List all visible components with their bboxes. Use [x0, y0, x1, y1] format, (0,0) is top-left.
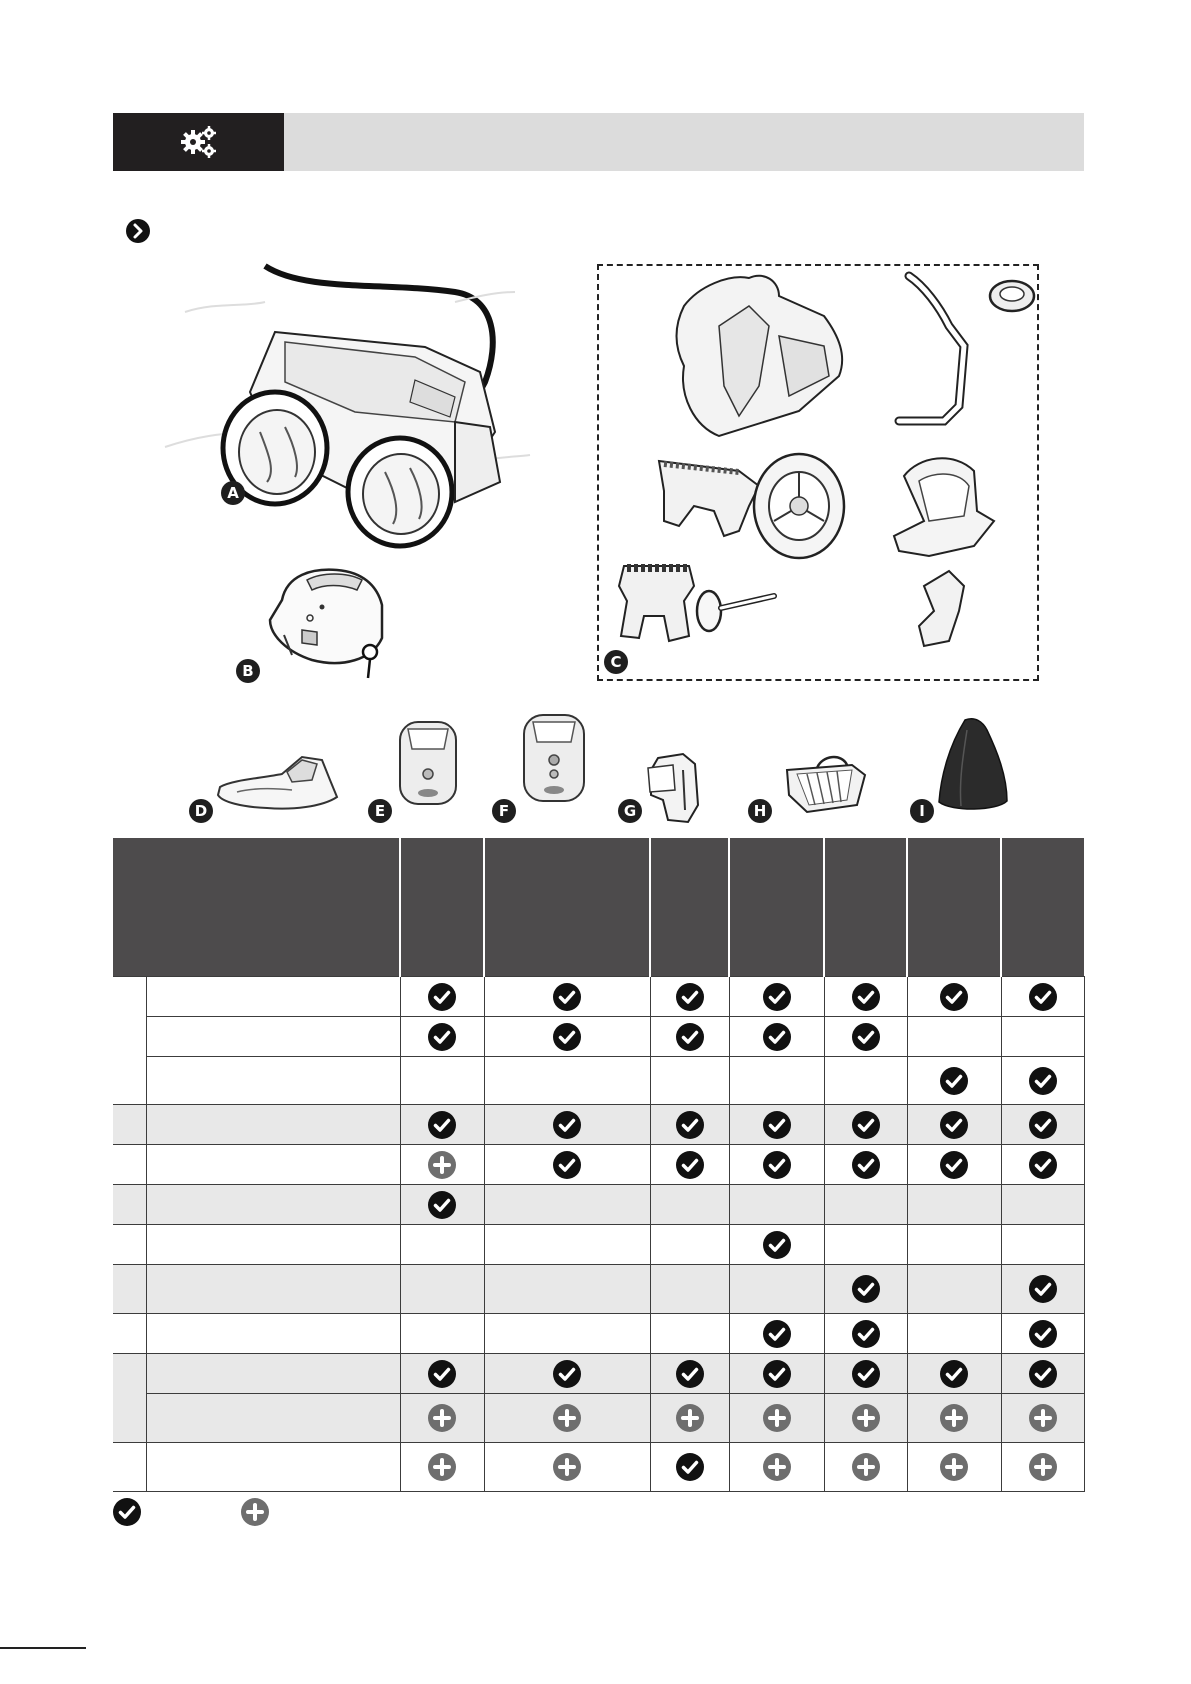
table-cell — [907, 1314, 1001, 1354]
table-cell — [824, 1105, 907, 1145]
protective-cover-illustration — [937, 716, 1009, 814]
table-row — [113, 1105, 1084, 1145]
check-circle-icon — [428, 1111, 456, 1139]
table-header-cell — [729, 838, 824, 977]
check-circle-icon — [763, 1151, 791, 1179]
plus-circle-icon — [241, 1498, 269, 1526]
table-cell — [400, 1105, 484, 1145]
table-row-label-cell — [146, 977, 400, 1017]
table-group-cell — [113, 977, 146, 1105]
check-circle-icon — [763, 1111, 791, 1139]
remote-control-screen-illustration — [520, 712, 588, 804]
table-row — [113, 977, 1084, 1017]
check-circle-icon — [428, 1360, 456, 1388]
figure-label-h: H — [748, 799, 772, 823]
figure-label-i: I — [910, 799, 934, 823]
power-supply-illustration — [262, 560, 392, 680]
table-cell — [1001, 1017, 1084, 1057]
table-row — [113, 1265, 1084, 1314]
table-row-label-cell — [146, 1017, 400, 1057]
figure-label-c: C — [604, 650, 628, 674]
check-circle-icon — [113, 1498, 141, 1526]
table-cell — [907, 1443, 1001, 1492]
table-row-label-cell — [146, 1394, 400, 1443]
table-cell — [484, 1443, 650, 1492]
table-cell — [824, 1057, 907, 1105]
table-row — [113, 1145, 1084, 1185]
table-cell — [1001, 1145, 1084, 1185]
plus-circle-icon — [852, 1453, 880, 1481]
plus-circle-icon — [1029, 1404, 1057, 1432]
check-circle-icon — [676, 1023, 704, 1051]
table-cell — [824, 1354, 907, 1394]
figure-label-g: G — [618, 799, 642, 823]
chevron-right-circle-icon — [126, 219, 150, 243]
check-circle-icon — [428, 1023, 456, 1051]
table-cell — [484, 1057, 650, 1105]
table-cell — [650, 977, 729, 1017]
table-cell — [907, 977, 1001, 1017]
table-cell — [650, 1105, 729, 1145]
plus-circle-icon — [763, 1453, 791, 1481]
spare-parts-illustration — [599, 266, 1037, 679]
table-cell — [907, 1265, 1001, 1314]
check-circle-icon — [852, 1151, 880, 1179]
plus-circle-icon — [428, 1404, 456, 1432]
plus-circle-icon — [428, 1151, 456, 1179]
check-circle-icon — [676, 1151, 704, 1179]
table-cell — [400, 1443, 484, 1492]
table-cell — [824, 977, 907, 1017]
check-circle-icon — [1029, 1151, 1057, 1179]
gears-icon — [180, 125, 218, 159]
table-cell — [650, 1265, 729, 1314]
table-cell — [729, 1394, 824, 1443]
compatibility-table — [113, 838, 1085, 1492]
table-cell — [484, 1394, 650, 1443]
table-group-cell — [113, 1105, 146, 1145]
header-title-bar — [284, 113, 1084, 171]
table-cell — [400, 1145, 484, 1185]
table-header-cell — [484, 838, 650, 977]
table-cell — [1001, 1225, 1084, 1265]
table-row-label-cell — [146, 1057, 400, 1105]
check-circle-icon — [553, 1151, 581, 1179]
table-cell — [824, 1314, 907, 1354]
table-header-row — [113, 838, 1084, 977]
table-cell — [1001, 1354, 1084, 1394]
table-cell — [824, 1017, 907, 1057]
check-circle-icon — [1029, 983, 1057, 1011]
table-cell — [729, 977, 824, 1017]
table-cell — [484, 1314, 650, 1354]
check-circle-icon — [1029, 1067, 1057, 1095]
table-header-cell — [824, 838, 907, 977]
table-cell — [484, 1105, 650, 1145]
robot-cleaner-illustration — [155, 262, 535, 532]
table-row — [113, 1314, 1084, 1354]
table-row — [113, 1057, 1084, 1105]
figure-label-f: F — [492, 799, 516, 823]
check-circle-icon — [553, 1111, 581, 1139]
table-cell — [400, 1394, 484, 1443]
plus-circle-icon — [852, 1404, 880, 1432]
check-circle-icon — [852, 1320, 880, 1348]
check-circle-icon — [940, 1360, 968, 1388]
table-cell — [484, 1225, 650, 1265]
table-cell — [907, 1145, 1001, 1185]
table-cell — [650, 1225, 729, 1265]
table-row-label-cell — [146, 1185, 400, 1225]
table-group-cell — [113, 1225, 146, 1265]
table-cell — [484, 1017, 650, 1057]
table-cell — [484, 1145, 650, 1185]
table-header-cell — [400, 838, 484, 977]
table-cell — [729, 1185, 824, 1225]
table-row — [113, 1185, 1084, 1225]
table-group-cell — [113, 1185, 146, 1225]
table-row-label-cell — [146, 1105, 400, 1145]
check-circle-icon — [763, 1320, 791, 1348]
table-cell — [484, 1185, 650, 1225]
table-cell — [650, 1443, 729, 1492]
figure-label-a: A — [221, 481, 245, 505]
table-cell — [1001, 1314, 1084, 1354]
table-cell — [729, 1105, 824, 1145]
table-cell — [484, 1354, 650, 1394]
table-cell — [484, 977, 650, 1017]
table-cell — [650, 1354, 729, 1394]
check-circle-icon — [852, 983, 880, 1011]
check-circle-icon — [428, 1191, 456, 1219]
check-circle-icon — [676, 1360, 704, 1388]
table-header-cell — [1001, 838, 1084, 977]
check-circle-icon — [852, 1023, 880, 1051]
check-circle-icon — [852, 1111, 880, 1139]
table-cell — [824, 1185, 907, 1225]
table-cell — [400, 1057, 484, 1105]
plus-circle-icon — [763, 1404, 791, 1432]
table-cell — [907, 1185, 1001, 1225]
figure-label-e: E — [368, 799, 392, 823]
table-group-cell — [113, 1354, 146, 1443]
check-circle-icon — [676, 983, 704, 1011]
figure-label-d: D — [189, 799, 213, 823]
table-header-cell — [113, 838, 400, 977]
table-cell — [1001, 1105, 1084, 1145]
table-cell — [907, 1394, 1001, 1443]
plus-circle-icon — [676, 1404, 704, 1432]
footer-rule — [0, 1647, 86, 1649]
table-cell — [1001, 1057, 1084, 1105]
table-cell — [907, 1105, 1001, 1145]
table-cell — [824, 1394, 907, 1443]
table-row-label-cell — [146, 1443, 400, 1492]
check-circle-icon — [852, 1360, 880, 1388]
table-row-label-cell — [146, 1265, 400, 1314]
table-cell — [650, 1057, 729, 1105]
table-cell — [400, 1354, 484, 1394]
plus-circle-icon — [1029, 1453, 1057, 1481]
table-row-label-cell — [146, 1145, 400, 1185]
table-cell — [400, 1017, 484, 1057]
check-circle-icon — [553, 983, 581, 1011]
remote-control-illustration — [396, 719, 460, 807]
table-cell — [650, 1145, 729, 1185]
table-cell — [400, 977, 484, 1017]
wall-mount-illustration — [643, 750, 703, 826]
check-circle-icon — [940, 983, 968, 1011]
table-row — [113, 1225, 1084, 1265]
table-cell — [400, 1265, 484, 1314]
check-circle-icon — [940, 1111, 968, 1139]
figure-label-b: B — [236, 659, 260, 683]
table-row — [113, 1017, 1084, 1057]
table-cell — [907, 1017, 1001, 1057]
plus-circle-icon — [940, 1404, 968, 1432]
table-group-cell — [113, 1314, 146, 1354]
table-cell — [907, 1354, 1001, 1394]
table-group-cell — [113, 1265, 146, 1314]
table-cell — [824, 1443, 907, 1492]
table-header-cell — [907, 838, 1001, 977]
table-cell — [1001, 1185, 1084, 1225]
table-cell — [907, 1225, 1001, 1265]
check-circle-icon — [676, 1111, 704, 1139]
table-cell — [400, 1314, 484, 1354]
check-circle-icon — [1029, 1111, 1057, 1139]
check-circle-icon — [428, 983, 456, 1011]
table-cell — [400, 1185, 484, 1225]
table-cell — [484, 1265, 650, 1314]
table-row — [113, 1354, 1084, 1394]
table-row — [113, 1394, 1084, 1443]
table-row-label-cell — [146, 1314, 400, 1354]
check-circle-icon — [940, 1151, 968, 1179]
table-cell — [729, 1225, 824, 1265]
table-cell — [400, 1225, 484, 1265]
check-circle-icon — [763, 1023, 791, 1051]
table-row-label-cell — [146, 1354, 400, 1394]
table-cell — [824, 1145, 907, 1185]
table-cell — [650, 1017, 729, 1057]
table-cell — [729, 1057, 824, 1105]
table-header-cell — [650, 838, 729, 977]
table-row-label-cell — [146, 1225, 400, 1265]
table-cell — [729, 1017, 824, 1057]
table-cell — [907, 1057, 1001, 1105]
check-circle-icon — [1029, 1360, 1057, 1388]
table-cell — [650, 1394, 729, 1443]
caddy-base-illustration — [212, 752, 342, 814]
table-cell — [1001, 1394, 1084, 1443]
table-cell — [1001, 1265, 1084, 1314]
table-cell — [650, 1185, 729, 1225]
check-circle-icon — [763, 1231, 791, 1259]
check-circle-icon — [676, 1453, 704, 1481]
table-cell — [729, 1443, 824, 1492]
table-cell — [729, 1354, 824, 1394]
check-circle-icon — [553, 1360, 581, 1388]
check-circle-icon — [553, 1023, 581, 1051]
plus-circle-icon — [553, 1453, 581, 1481]
table-cell — [729, 1265, 824, 1314]
table-cell — [650, 1314, 729, 1354]
table-cell — [729, 1145, 824, 1185]
check-circle-icon — [852, 1275, 880, 1303]
check-circle-icon — [940, 1067, 968, 1095]
check-circle-icon — [1029, 1320, 1057, 1348]
check-circle-icon — [763, 983, 791, 1011]
plus-circle-icon — [428, 1453, 456, 1481]
check-circle-icon — [1029, 1275, 1057, 1303]
table-cell — [1001, 1443, 1084, 1492]
table-group-cell — [113, 1443, 146, 1492]
plus-circle-icon — [940, 1453, 968, 1481]
filter-basket-illustration — [777, 750, 872, 820]
table-cell — [824, 1225, 907, 1265]
check-circle-icon — [763, 1360, 791, 1388]
table-cell — [824, 1265, 907, 1314]
table-cell — [1001, 977, 1084, 1017]
plus-circle-icon — [553, 1404, 581, 1432]
table-row — [113, 1443, 1084, 1492]
table-cell — [729, 1314, 824, 1354]
table-group-cell — [113, 1145, 146, 1185]
